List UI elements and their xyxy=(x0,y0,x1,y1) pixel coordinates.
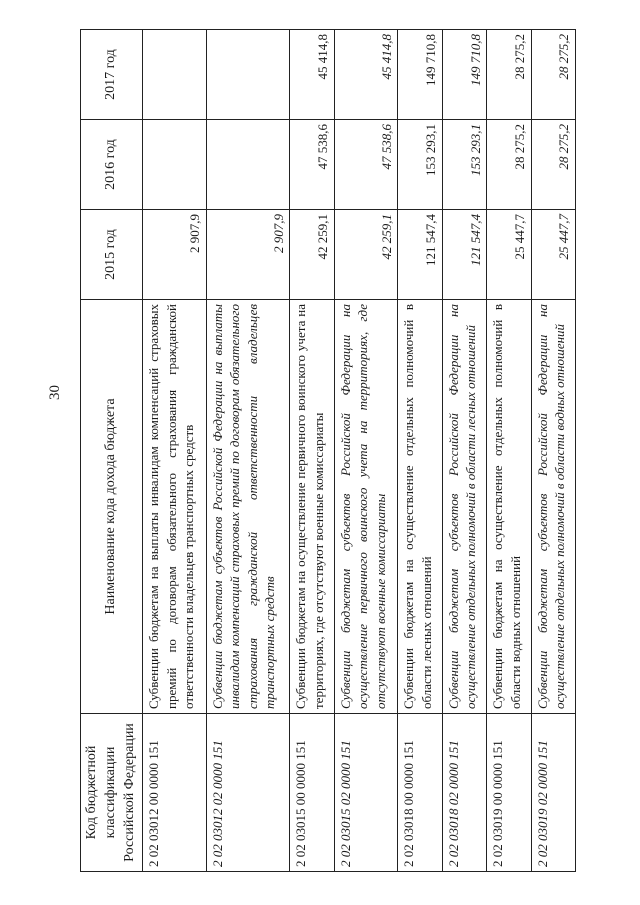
row-value-2015: 2 907,9 xyxy=(206,210,289,300)
row-value-2016: 47 538,6 xyxy=(334,120,398,210)
row-value-2017: 45 414,8 xyxy=(290,30,334,120)
row-value-2017: 28 275,2 xyxy=(487,30,531,120)
row-name: Субвенции бюджетам субъектов Российской Федерации на выплаты инвалидам компенсаций страховых премий по договорам обязательного страхования гражданской ответственности владельцев транспортных средств xyxy=(206,300,289,714)
row-value-2017 xyxy=(143,30,207,120)
header-code: Код бюджетной классификации Российской Федерации xyxy=(81,714,143,872)
budget-table-container xyxy=(80,30,576,872)
row-value-2016: 28 275,2 xyxy=(487,120,531,210)
row-code: 2 02 03012 00 0000 151 xyxy=(143,714,207,872)
table-header-row xyxy=(81,30,143,872)
row-name: Субвенции бюджетам субъектов Российской Федерации на осуществление отдельных полномочий в области лесных отношений xyxy=(442,300,486,714)
header-name: Наименование кода дохода бюджета xyxy=(81,300,143,714)
row-value-2017 xyxy=(206,30,289,120)
row-value-2016 xyxy=(206,120,289,210)
row-name: Субвенции бюджетам на осуществление первичного воинского учета на территориях, где отсутствуют военные комиссариаты xyxy=(290,300,334,714)
row-value-2015: 25 447,7 xyxy=(487,210,531,300)
row-name: Субвенции бюджетам субъектов Российской Федерации на осуществление отдельных полномочий в области водных отношений xyxy=(531,300,575,714)
row-name: Субвенции бюджетам субъектов Российской Федерации на осуществление первичного воинского учета на территориях, где отсутствуют военные комиссариаты xyxy=(334,300,398,714)
row-value-2016: 153 293,1 xyxy=(442,120,486,210)
header-2016: 2016 год xyxy=(81,120,143,210)
row-value-2015: 25 447,7 xyxy=(531,210,575,300)
row-code: 2 02 03018 00 0000 151 xyxy=(398,714,442,872)
row-value-2017: 45 414,8 xyxy=(334,30,398,120)
row-code: 2 02 03019 02 0000 151 xyxy=(531,714,575,872)
row-name: Субвенции бюджетам на выплаты инвалидам компенсаций страховых премий по договорам обязательного страхования гражданской ответственности владельцев транспортных средств xyxy=(143,300,207,714)
table-row xyxy=(442,30,486,872)
row-value-2015: 2 907,9 xyxy=(143,210,207,300)
row-value-2016: 28 275,2 xyxy=(531,120,575,210)
row-value-2015: 42 259,1 xyxy=(334,210,398,300)
row-value-2016 xyxy=(143,120,207,210)
table-row xyxy=(206,30,289,872)
header-2017: 2017 год xyxy=(81,30,143,120)
row-name: Субвенции бюджетам на осуществление отдельных полномочий в области водных отношений xyxy=(487,300,531,714)
row-value-2015: 42 259,1 xyxy=(290,210,334,300)
table-row xyxy=(143,30,207,872)
table-row xyxy=(290,30,334,872)
row-value-2016: 153 293,1 xyxy=(398,120,442,210)
table-row xyxy=(487,30,531,872)
row-code: 2 02 03012 02 0000 151 xyxy=(206,714,289,872)
header-2015: 2015 год xyxy=(81,210,143,300)
row-code: 2 02 03018 02 0000 151 xyxy=(442,714,486,872)
row-value-2016: 47 538,6 xyxy=(290,120,334,210)
table-row xyxy=(334,30,398,872)
row-code: 2 02 03019 00 0000 151 xyxy=(487,714,531,872)
row-value-2017: 149 710,8 xyxy=(398,30,442,120)
table-row xyxy=(531,30,575,872)
table-row xyxy=(398,30,442,872)
row-value-2017: 149 710,8 xyxy=(442,30,486,120)
row-code: 2 02 03015 02 0000 151 xyxy=(334,714,398,872)
row-code: 2 02 03015 00 0000 151 xyxy=(290,714,334,872)
row-name: Субвенции бюджетам на осуществление отдельных полномочий в области лесных отношений xyxy=(398,300,442,714)
row-value-2015: 121 547,4 xyxy=(442,210,486,300)
row-value-2017: 28 275,2 xyxy=(531,30,575,120)
budget-income-table xyxy=(80,29,576,872)
row-value-2015: 121 547,4 xyxy=(398,210,442,300)
page-number: 30 xyxy=(47,385,63,400)
